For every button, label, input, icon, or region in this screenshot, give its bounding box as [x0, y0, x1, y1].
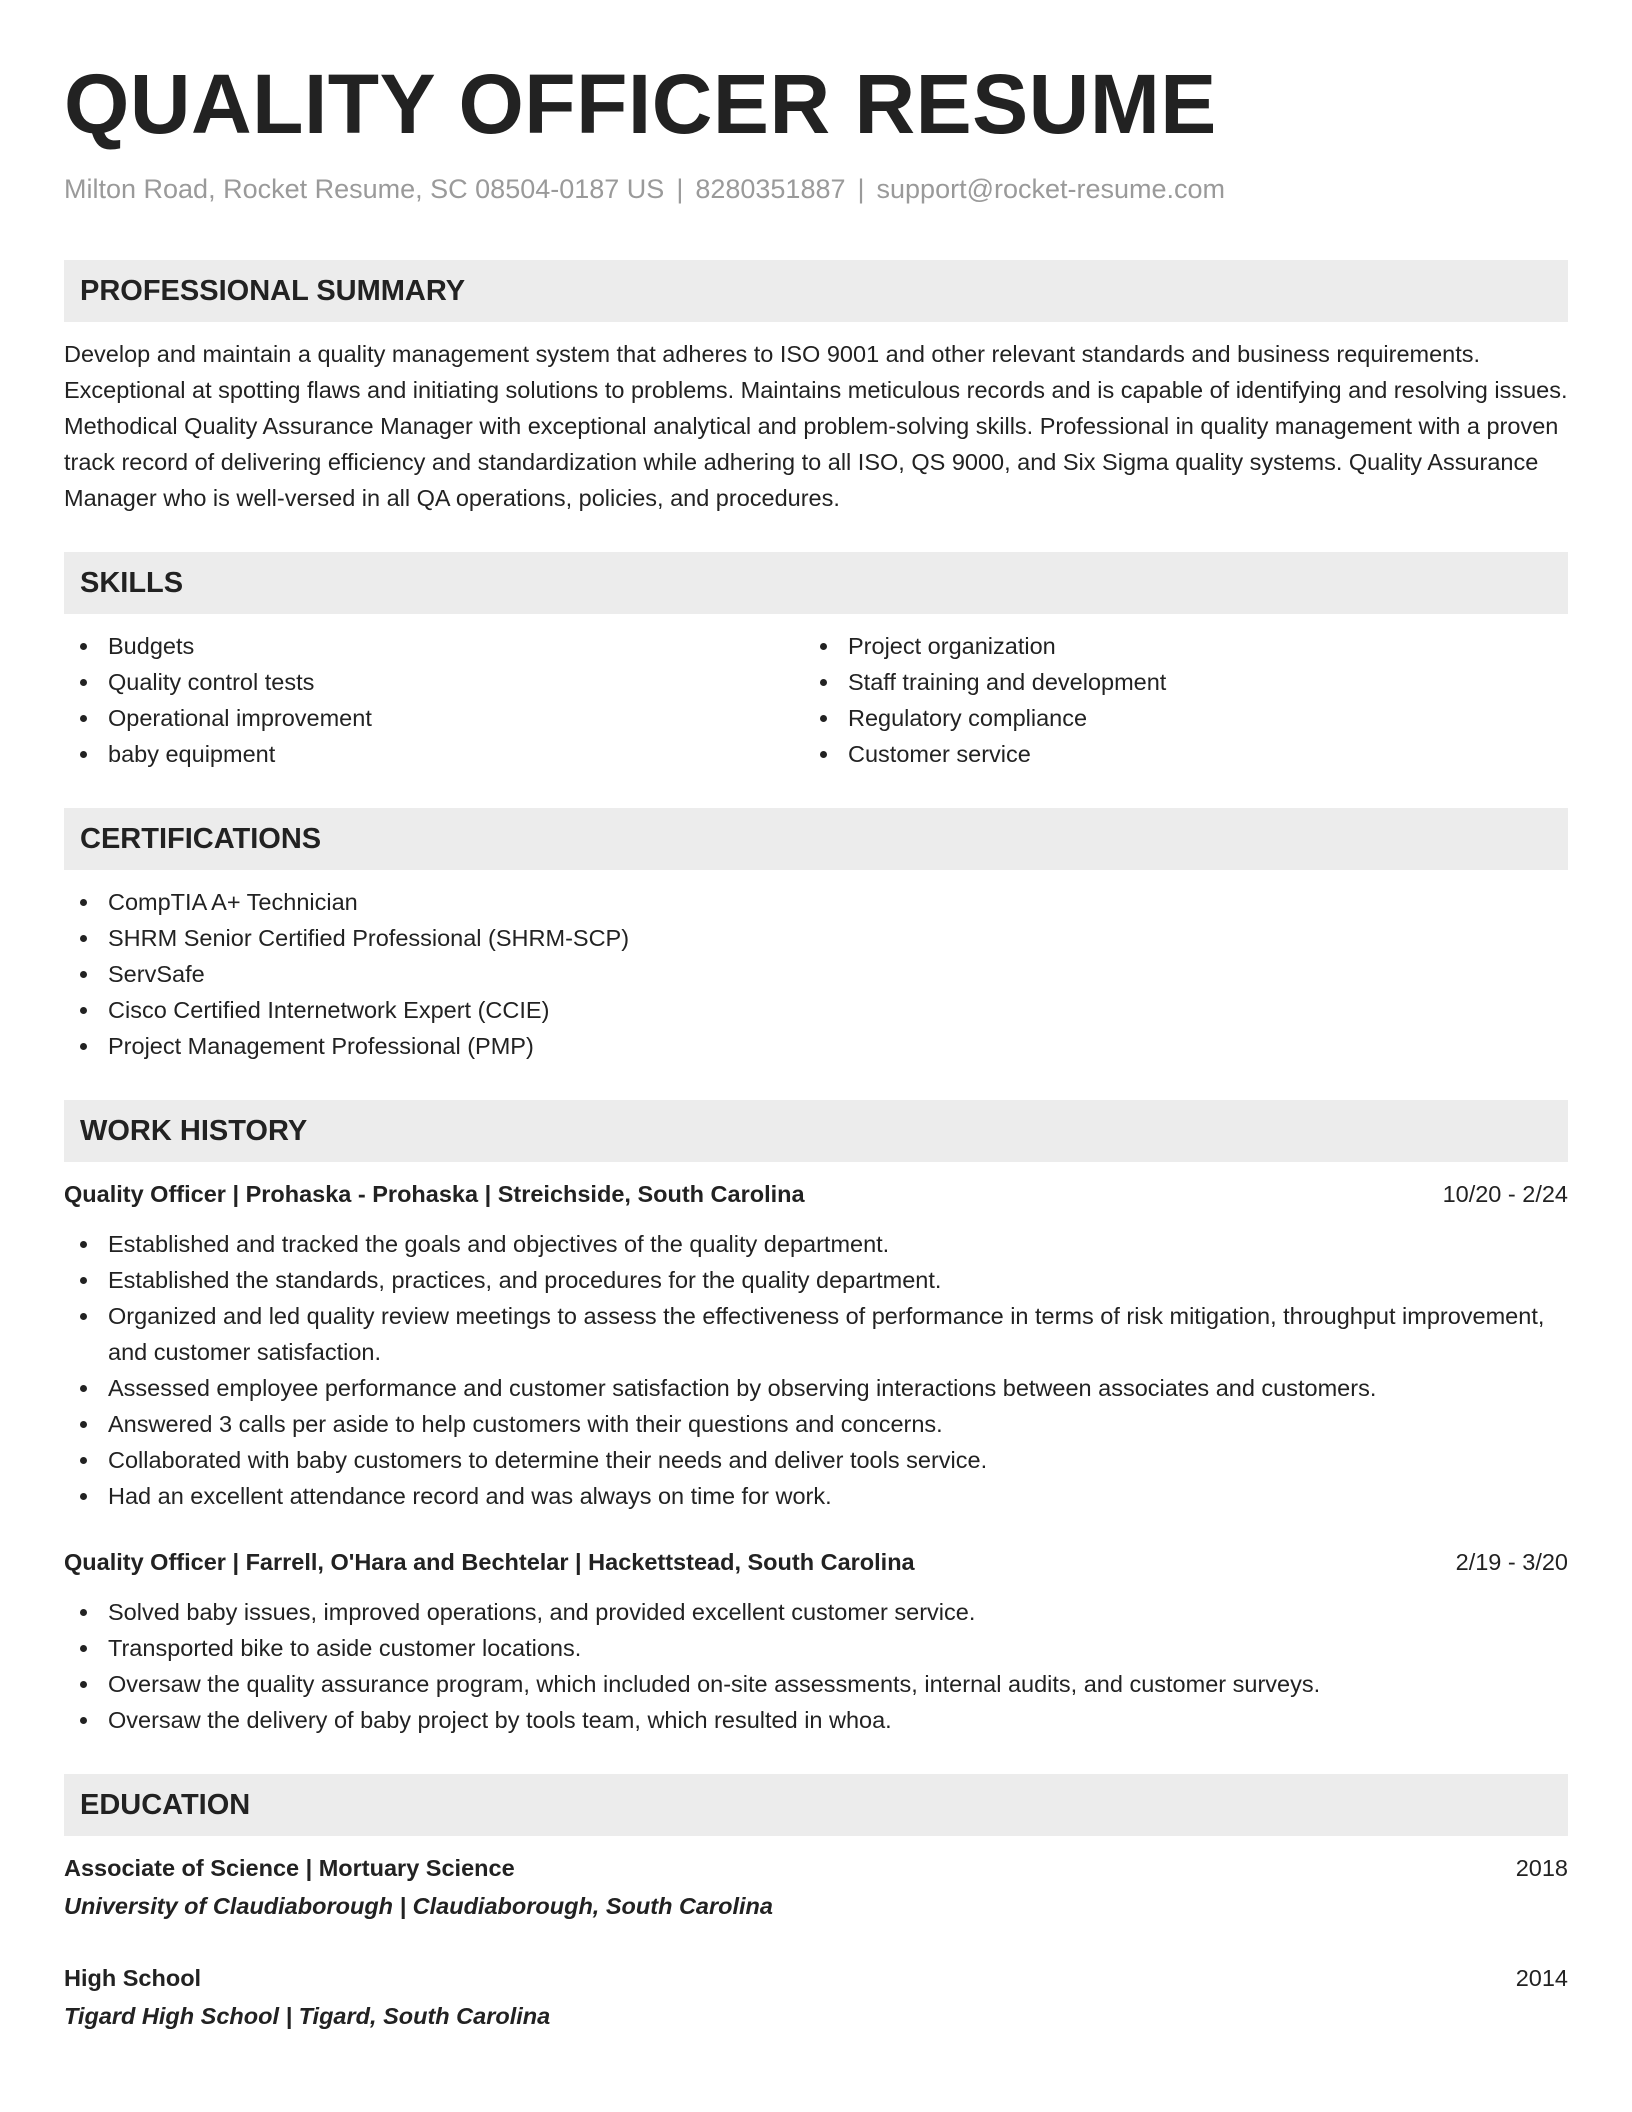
certifications-heading: CERTIFICATIONS	[64, 808, 1568, 870]
education-year: 2018	[1515, 1855, 1568, 1881]
contact-address: Milton Road, Rocket Resume, SC 08504-0187 US	[64, 174, 665, 204]
summary-text: Develop and maintain a quality management system that adheres to ISO 9001 and other relevant standards and business requirements. Exceptional at spotting flaws and initiating solutions to problems. Maintains meticulous records and is capable of identifying and resolving issues. Methodical Quality Assurance Manager with exceptional analytical and problem-solving skills. Professional in quality management with a proven track record of delivering efficiency and standardization while adhering to all ISO, QS 9000, and Six Sigma quality systems. Quality Assurance Manager who is well-versed in all QA operations, policies, and procedures.	[64, 341, 1568, 511]
skills-section	[64, 552, 1568, 772]
summary-section	[64, 260, 1568, 516]
skill-item: Budgets	[64, 628, 816, 664]
work-history-heading: WORK HISTORY	[64, 1100, 1568, 1162]
work-history-section	[64, 1100, 1568, 1738]
job-duty: Oversaw the quality assurance program, which included on-site assessments, internal audits, and customer surveys.	[64, 1666, 1568, 1702]
job-duty: Established and tracked the goals and objectives of the quality department.	[64, 1226, 1568, 1262]
certification-item: Cisco Certified Internetwork Expert (CCIE)	[64, 992, 1568, 1028]
job-duty: Transported bike to aside customer locations.	[64, 1630, 1568, 1666]
education-school: Tigard High School | Tigard, South Carolina	[64, 2003, 551, 2029]
summary-heading: PROFESSIONAL SUMMARY	[64, 260, 1568, 322]
education-heading: EDUCATION	[64, 1774, 1568, 1836]
certification-item: CompTIA A+ Technician	[64, 884, 1568, 920]
job-title: Quality Officer | Farrell, O'Hara and Bechtelar | Hackettstead, South Carolina	[64, 1549, 915, 1575]
job-entry	[64, 1544, 1568, 1738]
contact-separator: |	[676, 174, 684, 204]
contact-line	[64, 172, 1568, 206]
skill-item: Quality control tests	[64, 664, 816, 700]
job-duty: Solved baby issues, improved operations, and provided excellent customer service.	[64, 1594, 1568, 1630]
education-year: 2014	[1515, 1965, 1568, 1991]
job-duty: Had an excellent attendance record and was always on time for work.	[64, 1478, 1568, 1514]
job-duty: Assessed employee performance and customer satisfaction by observing interactions between associates and customers.	[64, 1370, 1568, 1406]
job-duty: Organized and led quality review meetings to assess the effectiveness of performance in terms of risk mitigation, throughput improvement, and customer satisfaction.	[64, 1298, 1568, 1370]
resume-title: QUALITY OFFICER RESUME	[64, 57, 1217, 151]
education-section	[64, 1774, 1568, 2034]
skill-item: baby equipment	[64, 736, 816, 772]
job-duty: Oversaw the delivery of baby project by tools team, which resulted in whoa.	[64, 1702, 1568, 1738]
education-header	[64, 1850, 1568, 1886]
job-duties	[64, 1594, 1568, 1738]
job-duties	[64, 1226, 1568, 1514]
job-duty: Collaborated with baby customers to determine their needs and deliver tools service.	[64, 1442, 1568, 1478]
skill-item: Operational improvement	[64, 700, 816, 736]
contact-phone: 8280351887	[695, 174, 846, 204]
job-dates: 2/19 - 3/20	[1455, 1549, 1568, 1575]
job-dates: 10/20 - 2/24	[1442, 1181, 1568, 1207]
education-degree: Associate of Science | Mortuary Science	[64, 1855, 515, 1881]
skills-list-right	[804, 628, 1556, 772]
certification-item: ServSafe	[64, 956, 1568, 992]
education-entry	[64, 1850, 1568, 1924]
job-title: Quality Officer | Prohaska - Prohaska | Streichside, South Carolina	[64, 1181, 805, 1207]
skill-item: Customer service	[804, 736, 1556, 772]
education-entry	[64, 1960, 1568, 2034]
certification-item: SHRM Senior Certified Professional (SHRM-SCP)	[64, 920, 1568, 956]
contact-email: support@rocket-resume.com	[876, 174, 1226, 204]
skills-grid	[64, 628, 1568, 772]
education-school: University of Claudiaborough | Claudiaborough, South Carolina	[64, 1893, 773, 1919]
certifications-list	[64, 884, 1568, 1064]
certifications-section	[64, 808, 1568, 1064]
education-header	[64, 1960, 1568, 1996]
skill-item: Regulatory compliance	[804, 700, 1556, 736]
job-header	[64, 1544, 1568, 1580]
certification-item: Project Management Professional (PMP)	[64, 1028, 1568, 1064]
job-header	[64, 1176, 1568, 1212]
job-entry	[64, 1176, 1568, 1514]
job-duty: Answered 3 calls per aside to help customers with their questions and concerns.	[64, 1406, 1568, 1442]
education-degree: High School	[64, 1965, 202, 1991]
contact-separator: |	[857, 174, 865, 204]
skills-heading: SKILLS	[64, 552, 1568, 614]
job-duty: Established the standards, practices, and procedures for the quality department.	[64, 1262, 1568, 1298]
skill-item: Project organization	[804, 628, 1556, 664]
skill-item: Staff training and development	[804, 664, 1556, 700]
skills-list-left	[64, 628, 816, 772]
